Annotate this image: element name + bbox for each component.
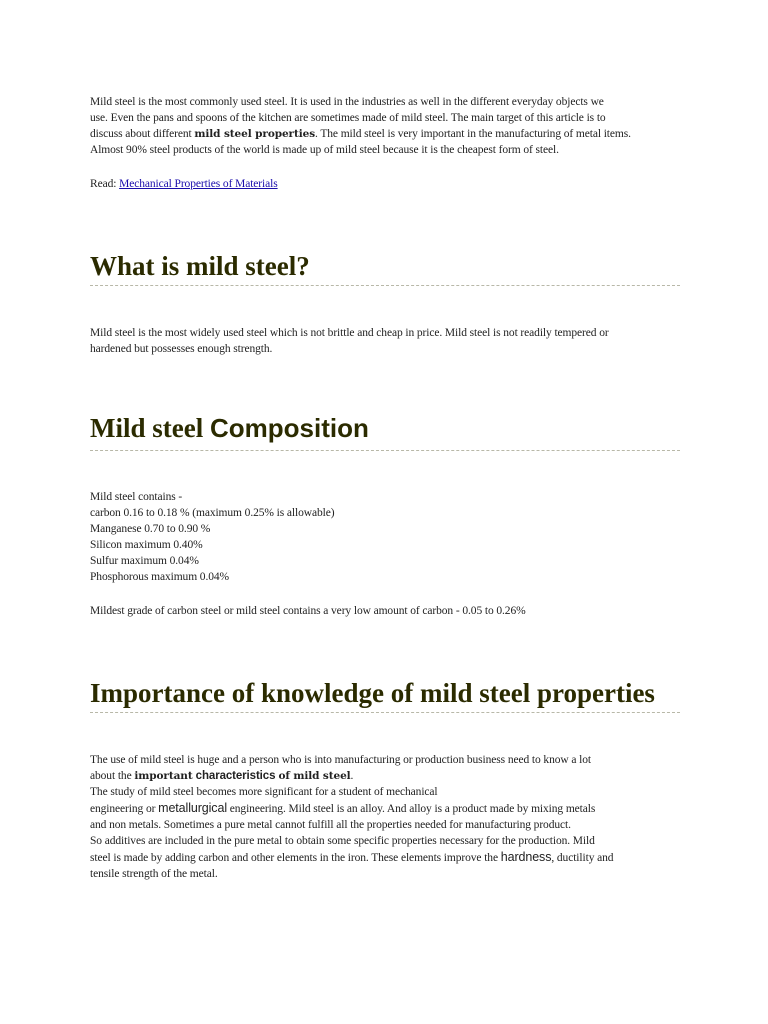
heading-divider [90,450,680,451]
bold-text: of mild steel [278,770,351,782]
heading-what-is-mild-steel: What is mild steel? [90,251,310,281]
paragraph-line [90,849,680,866]
paragraph-line: hardened but possesses enough strength. [90,343,273,355]
intro-line: Almost 90% steel products of the world is made up of mild steel because it is the cheapest form of steel. [90,144,559,156]
paragraph-line: So additives are included in the pure metal to obtain some specific properties necessary for the production. Mild [90,835,595,847]
heading-composition [90,412,680,444]
composition-line: Silicon maximum 0.40% [90,539,203,551]
composition-line: Sulfur maximum 0.04% [90,555,199,567]
importance-paragraph [90,752,680,882]
heading-sans-part: Composition [209,413,369,443]
heading-divider [90,285,680,286]
sans-text: metallurgical [158,801,227,815]
sans-text: hardness [500,850,552,864]
mechanical-properties-link[interactable]: Mechanical Properties of Materials [119,178,278,190]
intro-line [90,126,680,142]
intro-line: Mild steel is the most commonly used steel. It is used in the industries as well in the different everyday objects we [90,96,604,108]
paragraph-text: about the [90,770,135,782]
paragraph-text: , ductility and [551,852,614,864]
intro-text: . The mild steel is very important in the manufacturing of metal items. [315,128,631,140]
composition-line: Manganese 0.70 to 0.90 % [90,523,211,535]
heading-importance: Importance of knowledge of mild steel properties [90,678,655,708]
paragraph-line: The use of mild steel is huge and a person who is into manufacturing or production business need to know a lot [90,754,591,766]
paragraph-line: The study of mild steel becomes more significant for a student of mechanical [90,786,438,798]
composition-list [90,489,680,585]
mildest-grade-text: Mildest grade of carbon steel or mild steel contains a very low amount of carbon - 0.05 to 0.26% [90,605,526,617]
paragraph-text: engineering. Mild steel is an alloy. And alloy is a product made by mixing metals [227,803,596,815]
paragraph-text: . [350,770,354,782]
paragraph-line [90,800,680,817]
read-label: Read: [90,178,120,190]
paragraph-text: engineering or [90,803,159,815]
intro-paragraph [90,94,680,158]
intro-line: use. Even the pans and spoons of the kitchen are sometimes made of mild steel. The main target of this article is to [90,112,606,124]
paragraph-line: Mild steel is the most widely used steel which is not brittle and cheap in price. Mild steel is not readily tempered or [90,327,609,339]
sans-bold-text: characteristics [192,770,279,782]
what-is-paragraph [90,325,680,357]
read-more [90,176,680,192]
paragraph-line [90,768,680,784]
composition-line: carbon 0.16 to 0.18 % (maximum 0.25% is allowable) [90,507,335,519]
bold-text: important [134,770,193,782]
intro-bold-text: mild steel properties [194,128,316,140]
composition-line: Phosphorous maximum 0.04% [90,571,230,583]
paragraph-text: steel is made by adding carbon and other elements in the iron. These elements improve the [90,852,501,864]
intro-text: discuss about different [90,128,195,140]
composition-line: Mild steel contains - [90,491,183,503]
paragraph-line: and non metals. Sometimes a pure metal cannot fulfill all the properties needed for manufacturing product. [90,819,571,831]
heading-serif-part: Mild steel [90,413,210,443]
heading-divider [90,712,680,713]
paragraph-line: tensile strength of the metal. [90,868,218,880]
